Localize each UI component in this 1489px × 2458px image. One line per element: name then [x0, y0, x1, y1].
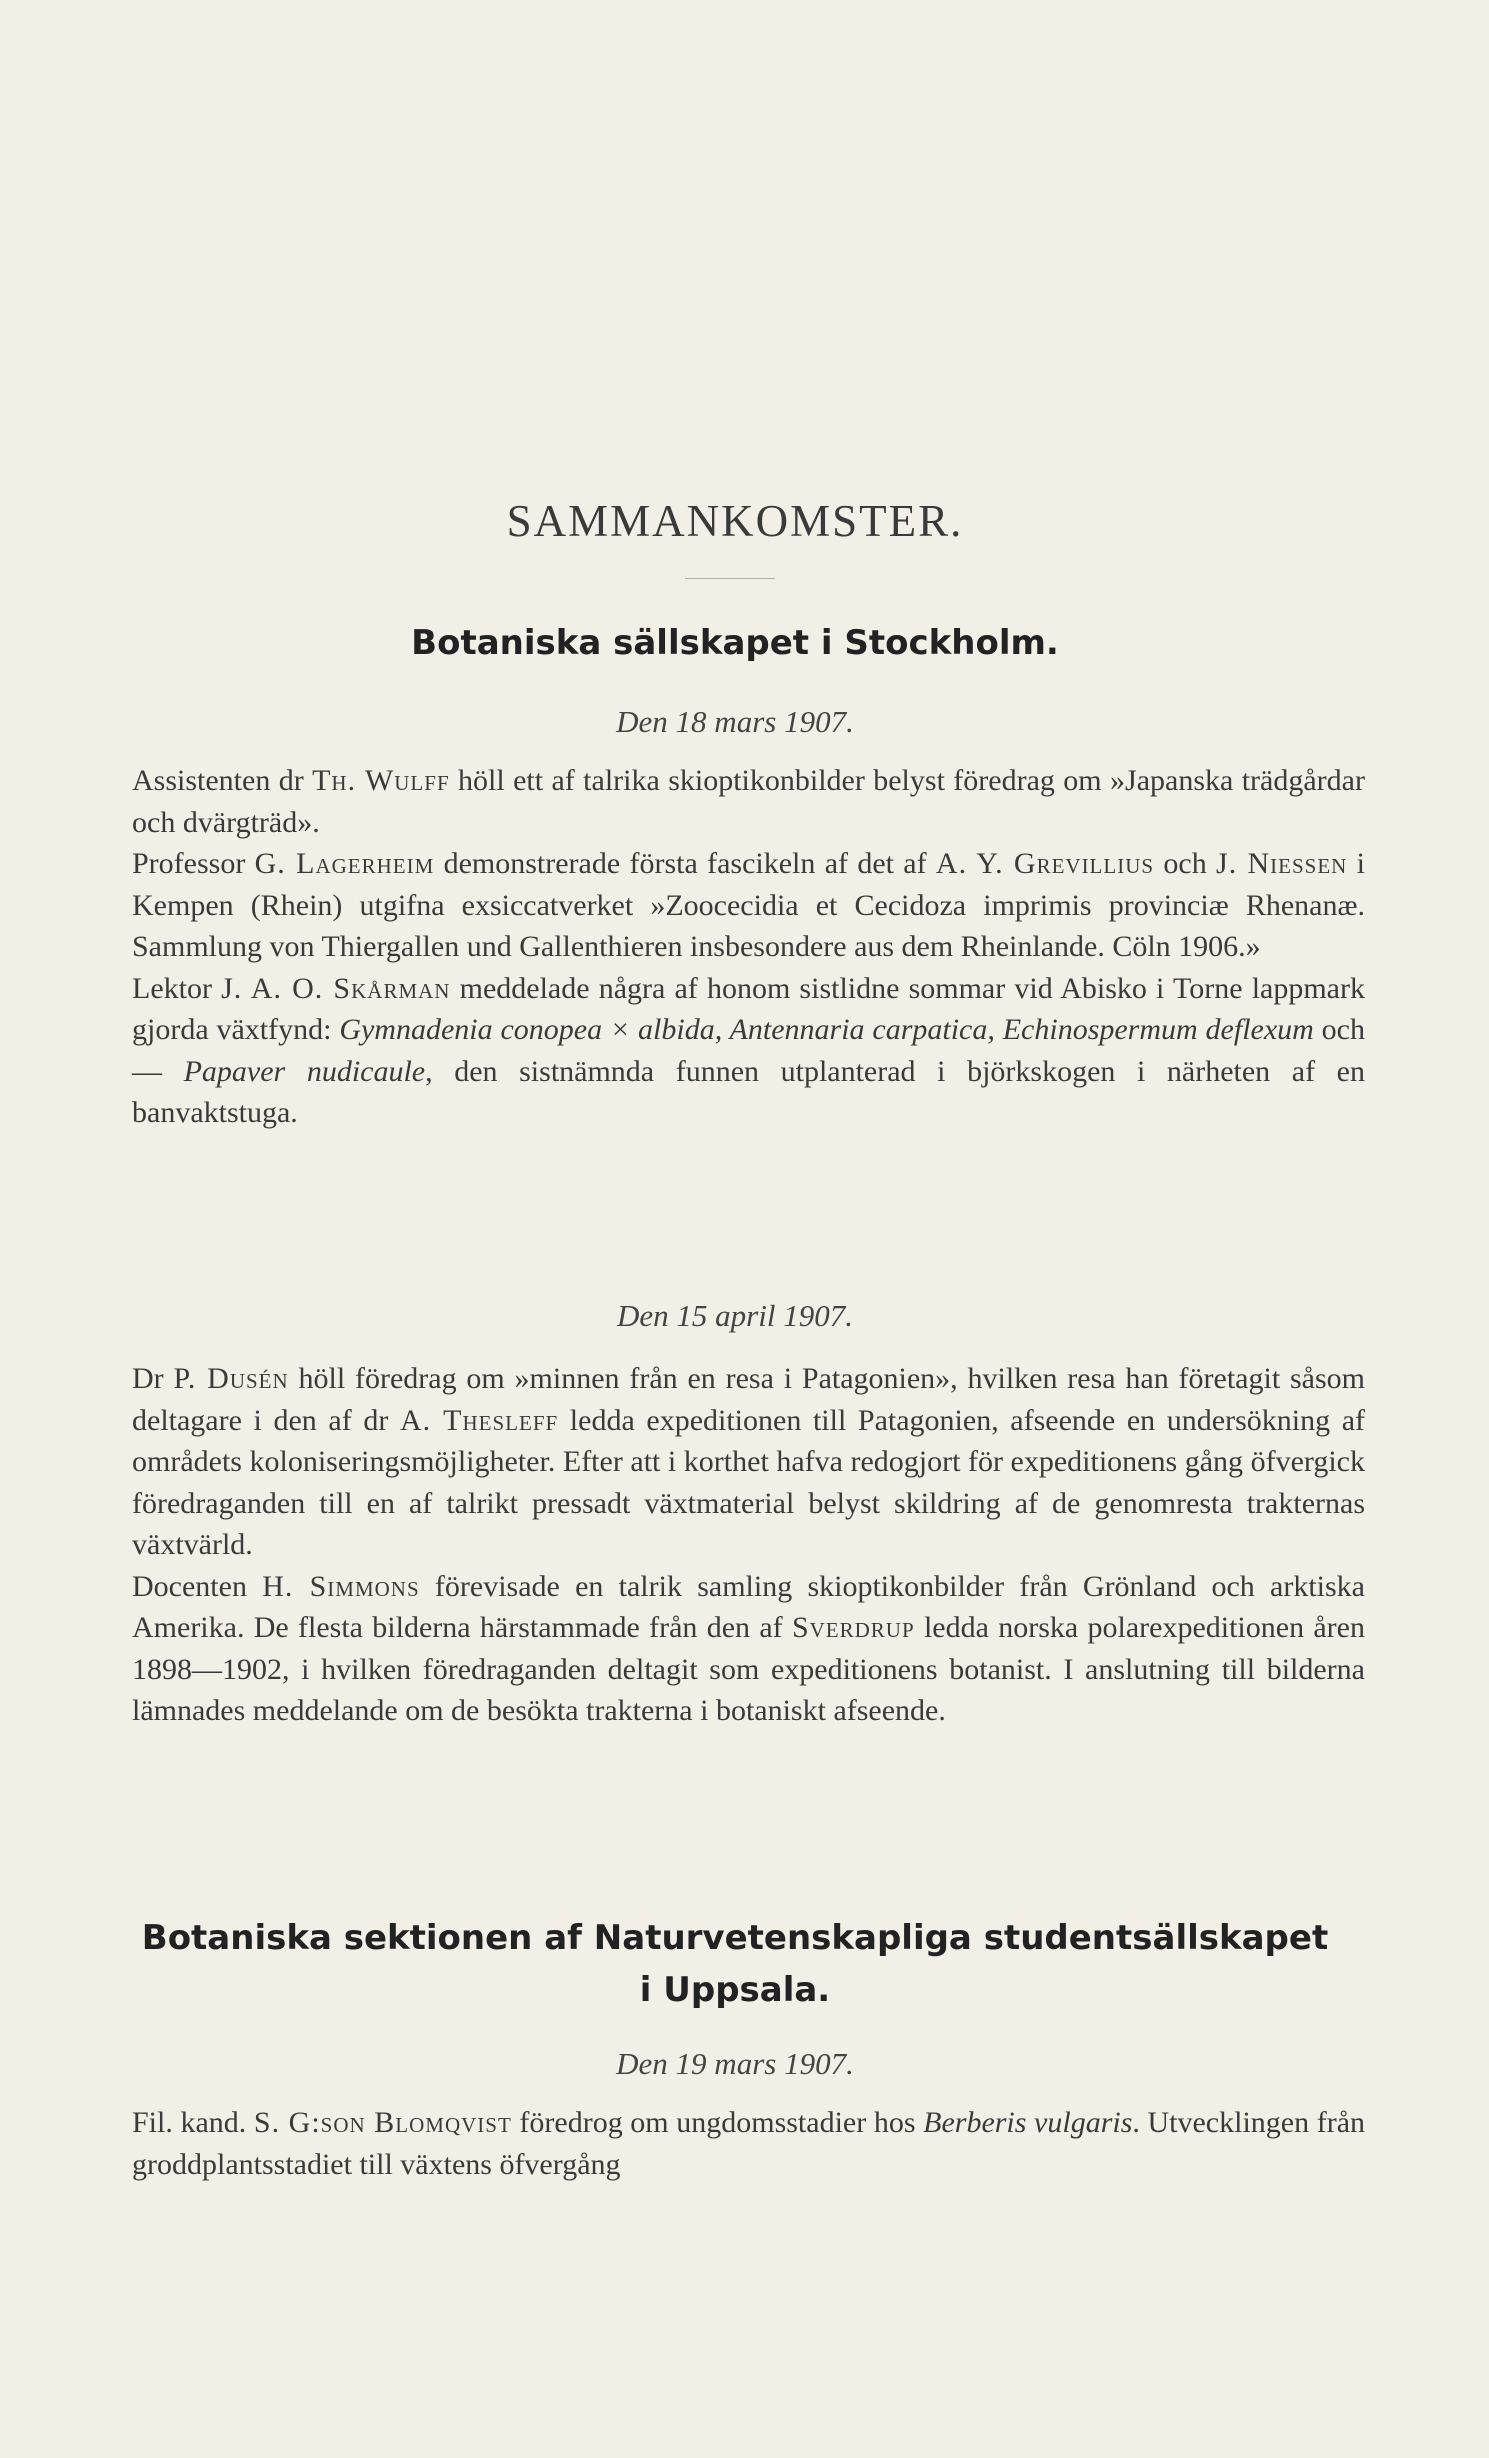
meeting-minutes-19-mars: [90, 2102, 1365, 2185]
species-name: Antennaria carpatica: [729, 1013, 988, 1046]
person-name: J. Niessen: [1216, 847, 1348, 880]
section-title-uppsala: Botaniska sektionen af Naturvetenskapliga studentsällskapet i Uppsala.: [141, 1918, 1329, 2010]
paragraph-skarman: Lektor J. A. O. Skårman meddelade några af honom sistlidne sommar vid Abisko i Torne lappmark gjorda växtfynd: Gymnadenia conopea × albida, Antennaria carpatica, Echinospermum deflexum och — Papaver nudicaule, den sistnämnda funnen utplanterad i björkskogen i närheten af en banvaktstuga.: [132, 971, 1365, 1129]
person-name: Sverdrup: [791, 1611, 915, 1644]
person-name: A. Thesleff: [399, 1403, 559, 1437]
paragraph-lagerheim: Professor G. Lagerheim demonstrerade första fascikeln af det af A. Y. Grevillius och J. Niessen i Kempen (Rhein) utgifna exsiccatverket »Zoocecidia et Cecidoza imprimis provinciæ Rhenanæ. Sammlung von Thiergallen und Gallenthieren insbesondere aus dem Rheinlande. Cöln 1906.»: [132, 847, 1365, 963]
species-name: Echinospermum deflexum: [1002, 1013, 1314, 1046]
meeting-date: Den 15 april 1907.: [617, 1298, 853, 1333]
paragraph-blomqvist: Fil. kand. S. G:son Blomqvist föredrog om ungdomsstadier hos Berberis vulgaris. Utvecklingen från groddplantsstadiet till växtens öfvergång: [132, 2106, 1366, 2181]
meeting-minutes-15-april: [90, 1358, 1365, 1732]
person-name: P. Dusén: [173, 1362, 289, 1395]
page-title: SAMMANKOMSTER.: [506, 496, 964, 546]
person-name: A. Y. Grevillius: [935, 847, 1155, 880]
person-name: S. G:son Blomqvist: [253, 2106, 512, 2139]
species-name: Gymnadenia conopea × albida: [339, 1013, 715, 1046]
person-name: H. Simmons: [262, 1569, 420, 1603]
meeting-date: Den 18 mars 1907.: [616, 704, 854, 739]
meeting-minutes-18-mars: [90, 760, 1365, 1134]
title-divider: [685, 578, 775, 579]
species-name: Papaver nudicaule: [183, 1054, 426, 1088]
species-name: Berberis vulgaris: [923, 2106, 1133, 2139]
paragraph-simmons: Docenten H. Simmons förevisade en talrik samling skioptikonbilder från Grönland och arktiska Amerika. De flesta bilderna härstammade från den af Sverdrup ledda norska polarexpeditionen åren 1898—1902, i hvilken föredraganden deltagit som expeditionens botanist. I anslutning till bilderna lämnades meddelande om de besökta trakterna i botaniskt afseende.: [132, 1569, 1365, 1727]
meeting-date: Den 19 mars 1907.: [616, 2046, 854, 2081]
section-title-stockholm: Botaniska sällskapet i Stockholm.: [411, 623, 1059, 663]
paragraph-dusen: Dr P. Dusén höll föredrag om »minnen från en resa i Patagonien», hvilken resa han företagit såsom deltagare i den af dr A. Thesleff ledda expeditionen till Patagonien, afseende en undersökning af områdets koloniseringsmöjligheter. Efter att i korthet hafva redogjort för expeditionens gång öfvergick föredraganden till en af talrikt pressadt växtmaterial belyst skildring af de genomresta trakternas växtvärld.: [132, 1362, 1366, 1561]
paragraph-wulff: Assistenten dr Th. Wulff höll ett af talrika skioptikonbilder belyst föredrag om »Japanska trädgårdar och dvärgträd».: [132, 764, 1365, 839]
person-name: G. Lagerheim: [254, 847, 435, 880]
person-name: Th. Wulff: [312, 764, 450, 797]
person-name: J. A. O. Skårman: [221, 971, 451, 1005]
